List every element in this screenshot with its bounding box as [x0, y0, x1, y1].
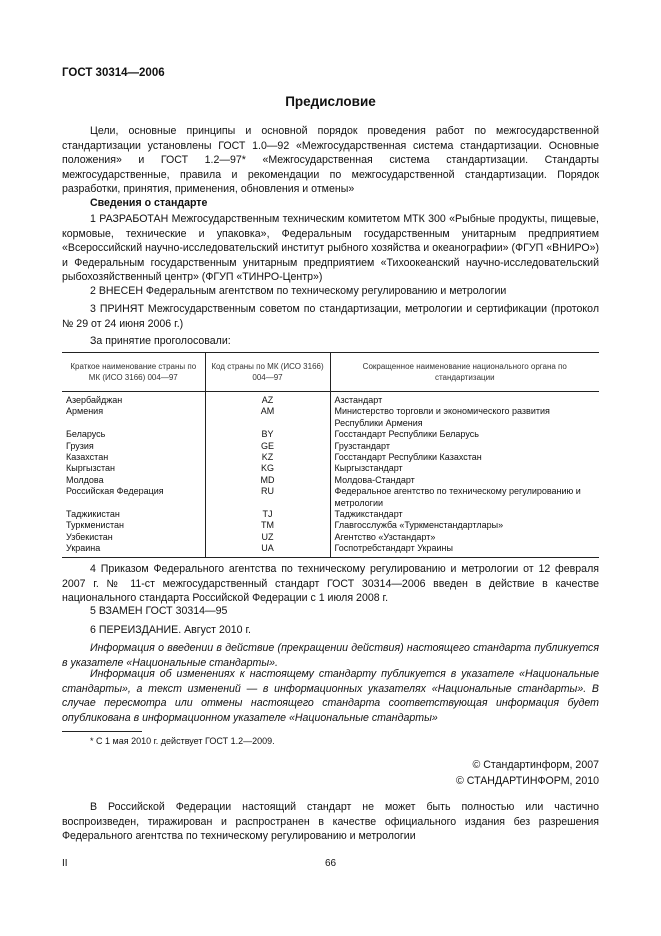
standards-body: Госстандарт Республики Беларусь [330, 429, 599, 440]
country-name: Грузия [66, 440, 94, 451]
country-name: Узбекистан [66, 531, 113, 542]
country-code: GE [205, 441, 330, 452]
country-code: RU [205, 486, 330, 509]
item-3-adopted: 3 ПРИНЯТ Межгосударственным советом по стандартизации, метрологии и сертификации (протокол № 29 от 24 июня 2006 г.) [62, 303, 599, 330]
table-row [62, 509, 599, 520]
item-4-order: 4 Приказом Федерального агентства по техническому регулированию и метрологии от 12 февраля 2007 г. № 11-ст межгосударственный стандарт ГОСТ 30314—2006 введен в действие в качестве национального стандарта Российской Федерации с 1 июля 2008 г. [62, 563, 599, 605]
table-row [62, 543, 599, 557]
table-row [62, 392, 599, 407]
country-code: KG [205, 463, 330, 474]
standards-body: Грузстандарт [330, 441, 599, 452]
page-title: Предисловие [285, 94, 376, 109]
standards-body: Главгосслужба «Туркменстандартлары» [330, 520, 599, 531]
country-code: TJ [205, 509, 330, 520]
country-code: AZ [205, 392, 330, 407]
standards-body: Молдова-Стандарт [330, 475, 599, 486]
table-row [62, 429, 599, 440]
item-2-introduced: 2 ВНЕСЕН Федеральным агентством по техническому регулированию и метрологии [90, 285, 507, 297]
voting-table [62, 352, 599, 558]
table-header-country: Краткое наименование страны по МК (ИСО 3166) 004—97 [62, 353, 205, 392]
country-code: AM [205, 406, 330, 429]
item-1-developed: 1 РАЗРАБОТАН Межгосударственным техническим комитетом МТК 300 «Рыбные продукты, пищевые, кормовые, технические и упаковка», Федеральным государственным унитарным предприятием «Всероссийский научно-исследовательский институт рыбного хозяйства и океанографии» (ФГУП «ВНИРО») и Федеральным государственным унитарным предприятием «Тихоокеанский научно-исследовательский рыбохозяйственный центр» (ФГУП «ТИНРО-Центр») [62, 213, 599, 284]
standards-body: Азстандарт [330, 392, 599, 407]
item-5-replaces: 5 ВЗАМЕН ГОСТ 30314—95 [90, 605, 228, 617]
standards-body: Таджикстандарт [330, 509, 599, 520]
country-name: Украина [62, 543, 205, 557]
standards-body: Кыргызстандарт [330, 463, 599, 474]
copyright-2010: © СТАНДАРТИНФОРМ, 2010 [456, 775, 599, 787]
item-6-reissue: 6 ПЕРЕИЗДАНИЕ. Август 2010 г. [90, 624, 251, 636]
table-row [62, 406, 599, 429]
country-name: Азербайджан [66, 395, 123, 405]
table-header-code: Код страны по МК (ИСО 3166) 004—97 [205, 353, 330, 392]
country-name: Таджикистан [66, 509, 120, 520]
table-row [62, 452, 599, 463]
table-row [62, 520, 599, 531]
copyright-2007: © Стандартинформ, 2007 [472, 759, 599, 771]
reproduction-notice: В Российской Федерации настоящий стандарт не может быть полностью или частично воспроизведен, тиражирован и распространен в качестве официального издания без разрешения Федерального агентства по техническому регулированию и метрологии [62, 801, 599, 843]
standards-body: Госпотребстандарт Украины [330, 543, 599, 557]
table-header-body: Сокращенное наименование национального органа по стандартизации [330, 353, 599, 392]
table-row [62, 475, 599, 486]
country-name: Туркменистан [66, 520, 125, 531]
intro-paragraph: Цели, основные принципы и основной порядок проведения работ по межгосударственной стандартизации установлены ГОСТ 1.0—92 «Межгосударственная система стандартизации. Основные положения» и ГОСТ 1.2—97* «Межгосударственная система стандартизации. Стандарты межгосударственные, правила и рекомендации по межгосударственной стандартизации. Порядок разработки, принятия, применения, обновления и отмены» [62, 125, 599, 196]
country-code: UA [205, 543, 330, 557]
table-row [62, 463, 599, 474]
standards-body: Агентство «Узстандарт» [330, 532, 599, 543]
table-header-row [62, 353, 599, 392]
country-name: Армения [66, 406, 104, 417]
footnote-divider [62, 731, 142, 732]
country-name: Молдова [66, 474, 104, 485]
standards-body: Госстандарт Республики Казахстан [330, 452, 599, 463]
page-number-roman: II [62, 858, 68, 869]
country-name: Кыргызстан [66, 463, 115, 474]
country-code: BY [205, 429, 330, 440]
standards-body: Федеральное агентство по техническому регулированию и метрологии [330, 486, 599, 509]
country-code: TM [205, 520, 330, 531]
notice-changes: Информация об изменениях к настоящему стандарту публикуется в указателе «Национальные стандарты», а текст изменений — в информационных указателях «Национальные стандарты». В случае пересмотра или отмены настоящего стандарта соответствующая информация будет опубликована в информационном указателе «Национальные стандарты» [62, 668, 599, 724]
country-name: Российская Федерация [66, 486, 164, 497]
info-heading: Сведения о стандарте [90, 197, 208, 209]
country-code: MD [205, 475, 330, 486]
country-name: Беларусь [66, 429, 106, 440]
standards-body: Министерство торговли и экономического развития Республики Армения [330, 406, 599, 429]
country-code: UZ [205, 532, 330, 543]
voted-label: За принятие проголосовали: [90, 335, 231, 347]
footnote: * С 1 мая 2010 г. действует ГОСТ 1.2—2009. [90, 736, 275, 746]
table-row [62, 441, 599, 452]
country-code: KZ [205, 452, 330, 463]
notice-introduction: Информация о введении в действие (прекращении действия) настоящего стандарта публикуется в указателе «Национальные стандарты». [62, 642, 599, 669]
country-name: Казахстан [66, 452, 109, 463]
document-id: ГОСТ 30314—2006 [62, 67, 165, 79]
table-row [62, 532, 599, 543]
table-row [62, 486, 599, 509]
page-number-center: 66 [324, 858, 337, 869]
